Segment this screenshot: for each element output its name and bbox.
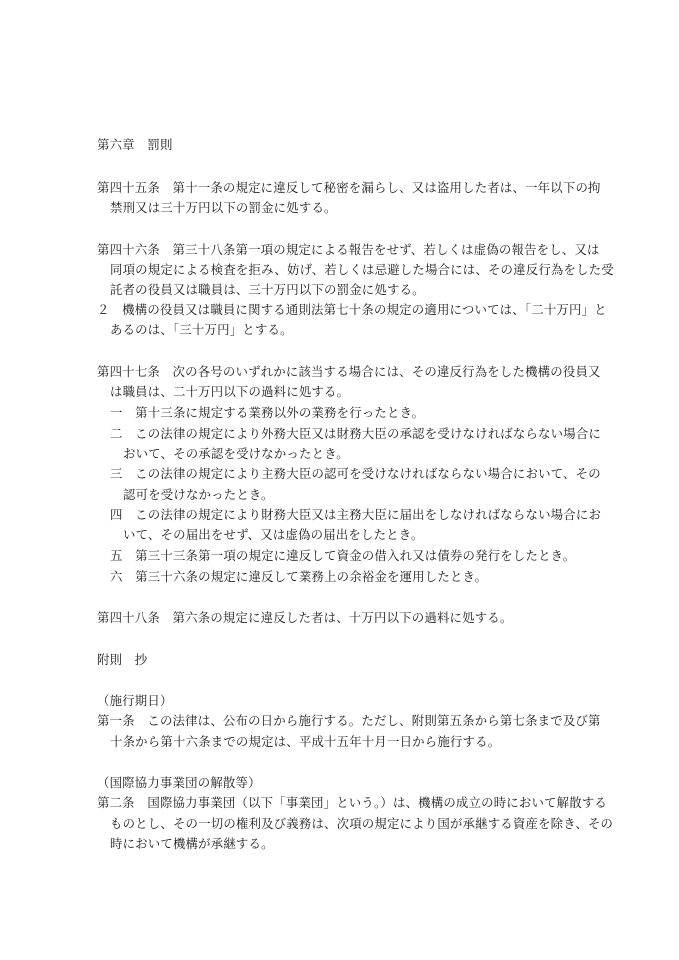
article-48-line-1: 第四十八条 第六条の規定に違反した者は、十万円以下の過料に処する。 bbox=[97, 610, 513, 625]
article-47-item-2-line-2: おいて、その承認を受けなかったとき。 bbox=[123, 446, 349, 461]
article-47-item-3-line-2: 認可を受けなかったとき。 bbox=[123, 487, 274, 502]
article-47-item-6: 六 第三十六条の規定に違反して業務上の余裕金を運用したとき。 bbox=[110, 569, 488, 584]
article-47-line-2: は職員は、二十万円以下の過料に処する。 bbox=[110, 384, 350, 399]
chapter-title: 第六章 罰則 bbox=[97, 137, 173, 152]
article-47-item-5: 五 第三十三条第一項の規定に違反して資金の借入れ又は債券の発行をしたとき。 bbox=[110, 548, 576, 563]
article-46-paragraph-2-line-2: あるのは、「三十万円」とする。 bbox=[110, 322, 293, 337]
sup-article-2-line-2: ものとし、その一切の権利及び義務は、次項の規定により国が承継する資産を除き、その bbox=[110, 816, 614, 831]
article-47-item-3-line-1: 三 この法律の規定により主務大臣の認可を受けなければならない場合において、その bbox=[110, 466, 601, 481]
article-47-item-4-line-1: 四 この法律の規定により財務大臣又は主務大臣に届出をしなければならない場合にお bbox=[110, 507, 602, 522]
sup-article-1-line-1: 第一条 この法律は、公布の日から施行する。ただし、附則第五条から第七条まで及び第 bbox=[97, 713, 601, 728]
article-47-line-1: 第四十七条 次の各号のいずれかに該当する場合には、その違反行為をした機構の役員又 bbox=[97, 364, 601, 379]
article-46-line-2: 同項の規定による検査を拒み、妨げ、若しくは忌避した場合には、その違反行為をした受 bbox=[110, 262, 614, 277]
sup-article-2-line-3: 時において機構が承継する。 bbox=[110, 836, 274, 851]
supplementary-provisions-title: 附則 抄 bbox=[97, 652, 148, 667]
article-46-line-3: 託者の役員又は職員は、三十万円以下の罰金に処する。 bbox=[110, 282, 425, 297]
article-46-paragraph-2-line-1: ２ 機構の役員又は職員に関する通則法第七十条の規定の適用については、「二十万円」と bbox=[97, 302, 607, 317]
article-47-item-1: 一 第十三条に規定する業務以外の業務を行ったとき。 bbox=[110, 405, 425, 420]
sup-article-2-line-1: 第二条 国際協力事業団（以下「事業団」という。）は、機構の成立の時において解散する bbox=[97, 795, 608, 810]
sup-article-2-caption: （国際協力事業団の解散等） bbox=[97, 775, 261, 790]
article-47-item-2-line-1: 二 この法律の規定により外務大臣又は財務大臣の承認を受けなければならない場合に bbox=[110, 426, 602, 441]
sup-article-1-caption: （施行期日） bbox=[97, 693, 173, 708]
article-47-item-4-line-2: いて、その届出をせず、又は虚偽の届出をしたとき。 bbox=[123, 527, 424, 542]
article-46-line-1: 第四十六条 第三十八条第一項の規定による報告をせず、若しくは虚偽の報告をし、又は bbox=[97, 242, 600, 257]
sup-article-1-line-2: 十条から第十六条までの規定は、平成十五年十月一日から施行する。 bbox=[110, 734, 501, 749]
article-45-line-1: 第四十五条 第十一条の規定に違反して秘密を漏らし、又は盗用した者は、一年以下の拘 bbox=[97, 180, 601, 195]
article-45-line-2: 禁刑又は三十万円以下の罰金に処する。 bbox=[110, 200, 337, 215]
